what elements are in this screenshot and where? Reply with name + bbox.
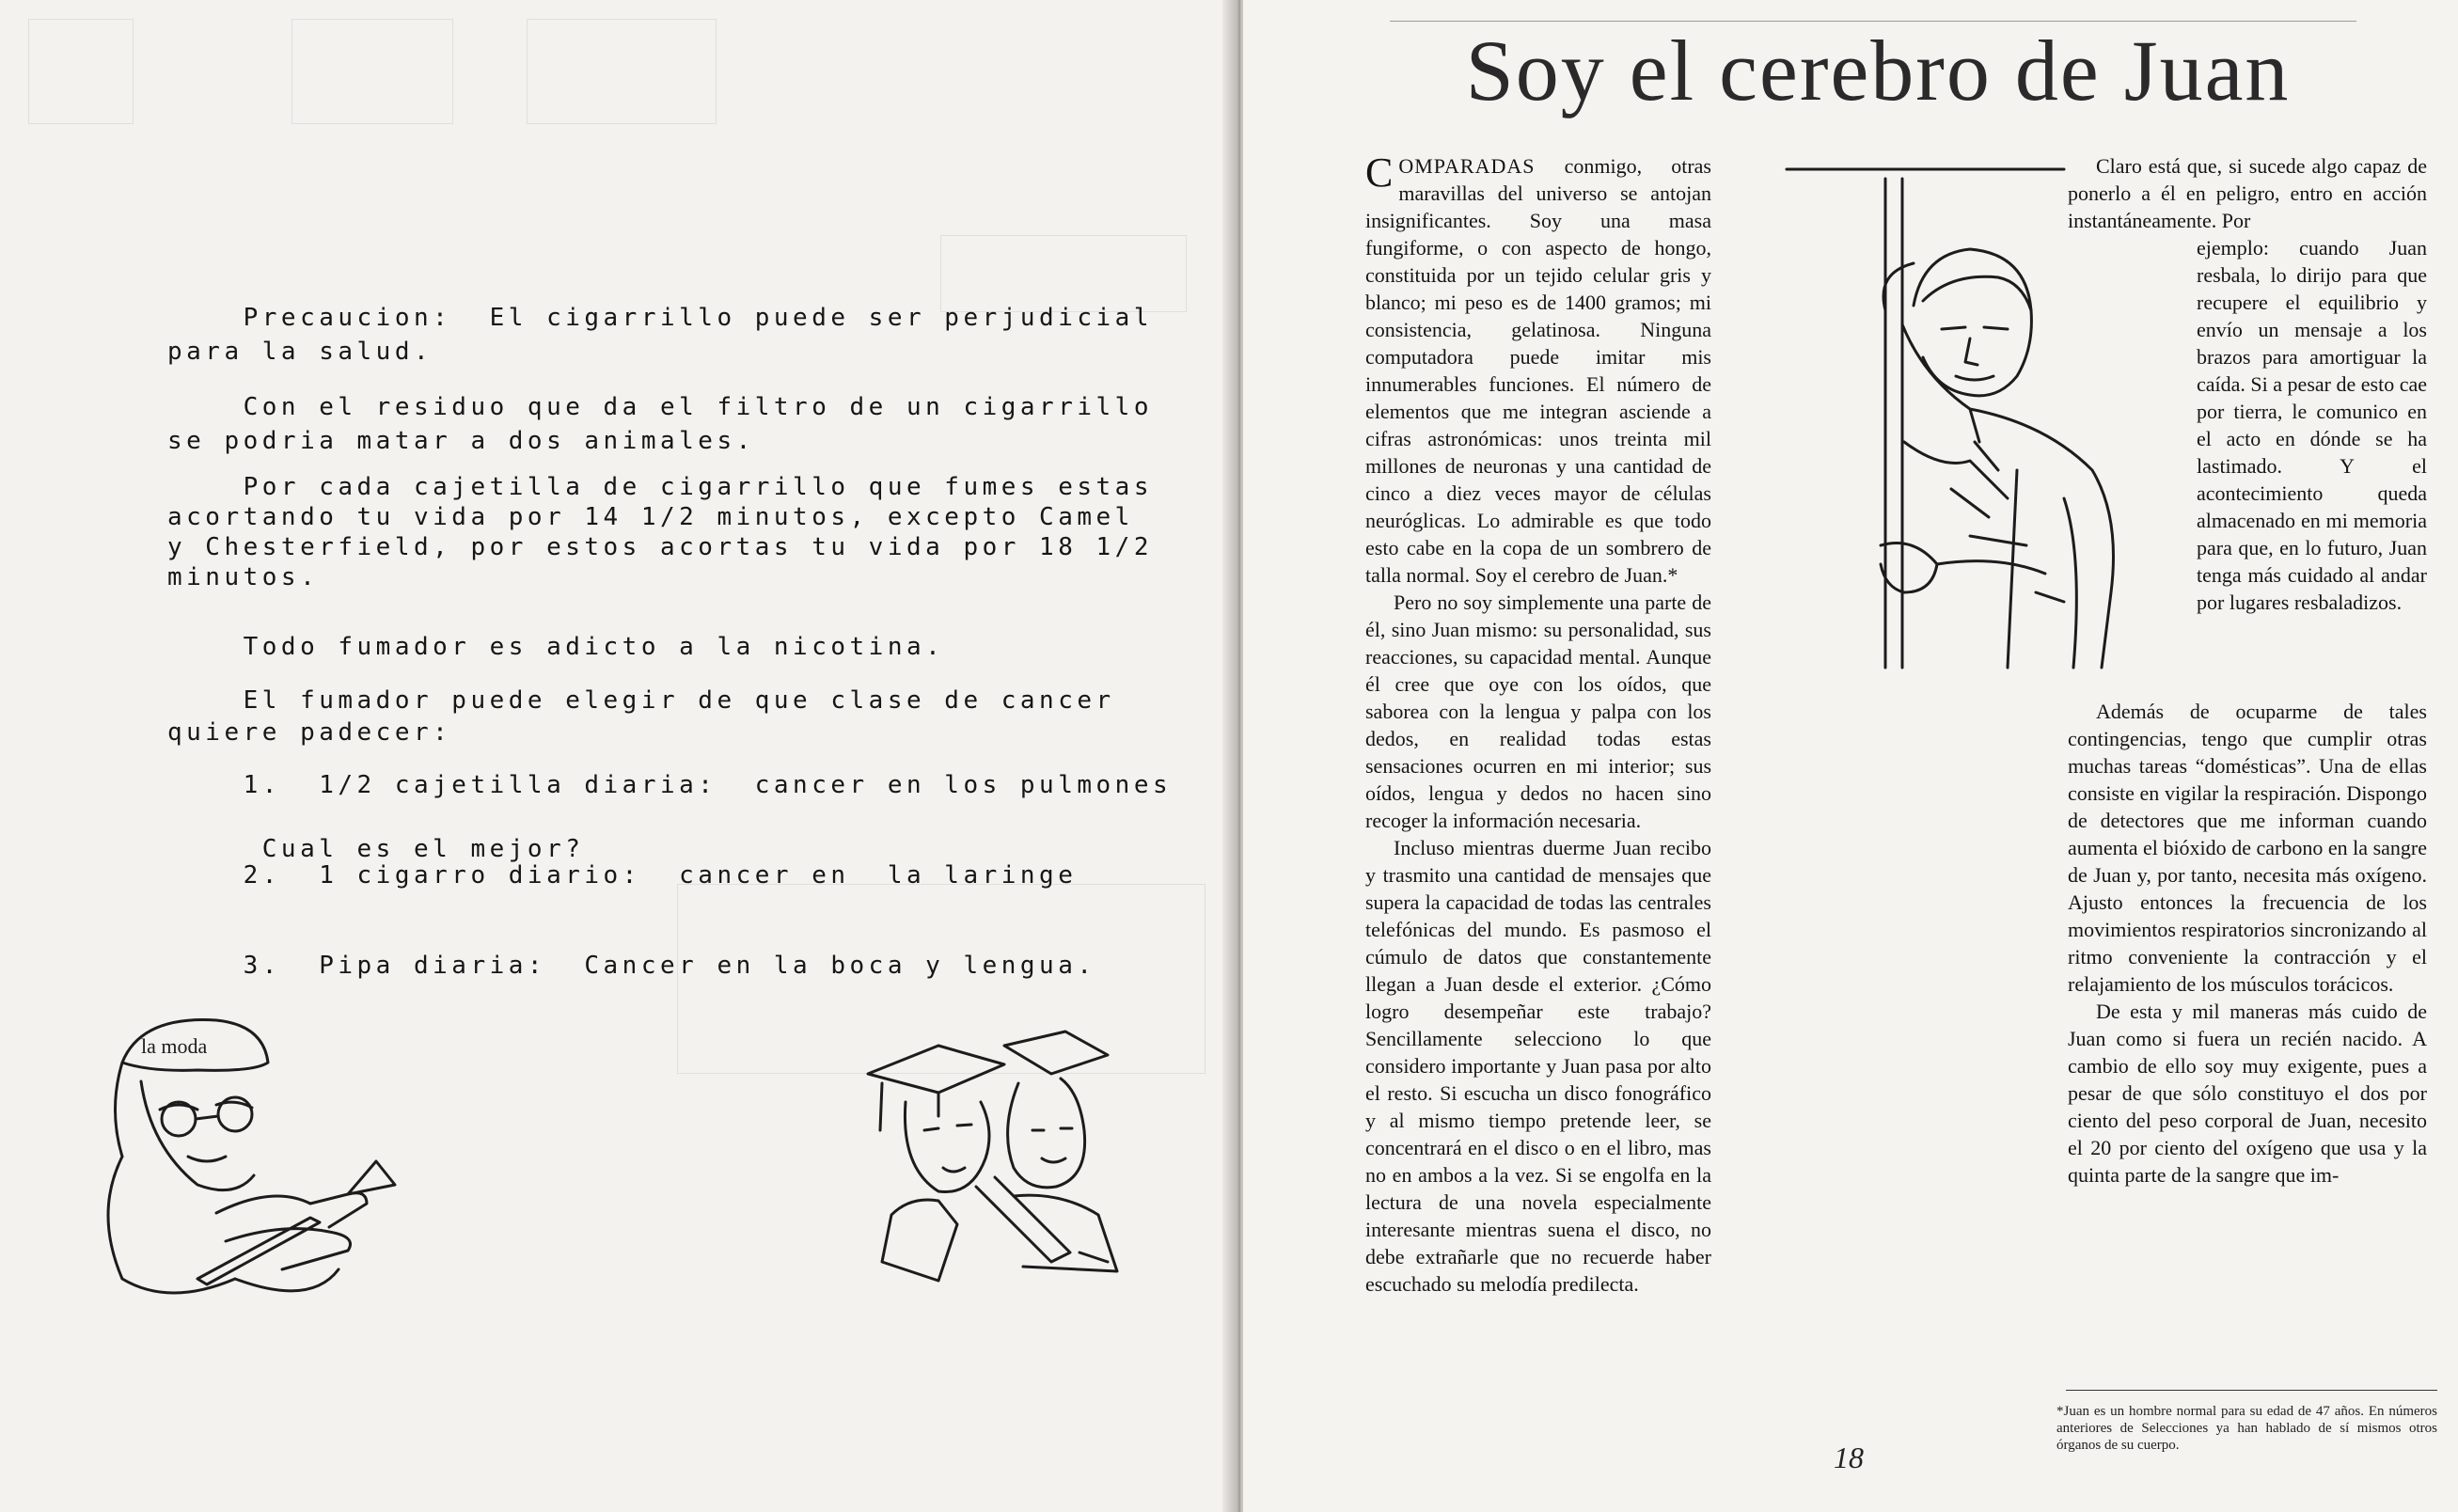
cancer-choice-paragraph: El fumador puede elegir de que clase de cancer quiere padecer: [167,686,1115,747]
closing-question: Cual es el mejor? [167,835,585,863]
filter-paragraph: Con el residuo que da el filtro de un cigarrillo se podria matar a dos animales. [167,393,1153,455]
column-2-paragraph-2: Además de ocuparme de tales contingencias, tengo que cumplir otras muchas tareas “domésticas”. Una de ellas consiste en vigilar la respiración. Dispongo de detectores que me informan cuando aumenta el bióxido de carbono en la sangre de Juan y, por tanto, necesita más oxígeno. Ajusto entonces la frecuencia de los movimientos respiratorios sincronizando al ritmo conveniente la contracción y el relajamiento de los músculos torácicos. [2068,700,2427,996]
man-leaning-illustration [1782,160,2196,696]
article-column-2-narrow [2197,234,2427,616]
column-2-paragraph-1b: ejemplo: cuando Juan resbala, lo dirijo para que recupere el equilibrio y envío un mensaje a los brazos para amortiguar la caída. Si a pesar de esto cae por tierra, le comunico en el acto en dónde se ha lastimado. Y el acontecimiento queda almacenado en mi memoria para que, en lo futuro, Juan tenga más cuidado al andar por lugares resbaladizos. [2197,236,2427,614]
column-1-paragraph-3: Incluso mientras duerme Juan recibo y trasmito una cantidad de mensajes que supera la capacidad de todas las centrales telefónicas del mundo. Es pasmoso el cúmulo de datos que constantemente llegan a Juan desde el exterior. ¿Cómo logro desempeñar este trabajo? Sencillamente selecciono lo que considero importante y Juan pasa por alto el resto. Si escucha un disco fonográfico y al mismo tiempo pretende leer, se concentrará en el disco o en el libro, mas no en ambos a la vez. Si se engolfa en la lectura de una novela especialmente interesante mientras suena el disco, no debe extrañarle que no recuerde haber escuchado su melodía predilecta. [1365,836,1711,1296]
graduates-illustration [863,1027,1164,1299]
pack-paragraph: Por cada cajetilla de cigarrillo que fumes estas acortando tu vida por 14 1/2 minutos, excepto Camel y Chesterfield, por estos acortas tu vida por 18 1/2 minutos. [167,473,1153,591]
article-column-2-bottom [2068,698,2427,1189]
footnote-rule [2066,1390,2437,1391]
column-1-paragraph-2: Pero no soy simplemente una parte de él, sino Juan mismo: su personalidad, sus reacciones, su capacidad mental. Aunque él cree que oye con los oídos, que saborea con la lengua y palpa con los dedos, en realidad todas estas sensaciones ocurren en mi interior; sus oídos, lengua y dedos no hacen sino recoger la información necesaria. [1365,591,1711,832]
smoker-illustration [85,997,498,1335]
column-1-paragraph-1: COMPARADAS conmigo, otras maravillas del universo se antojan insignificantes. Soy una masa fungiforme, o con aspecto de hongo, constituida por un tejido celular gris y blanco; mi peso es de 1400 gramos; mi consistencia, gelatinosa. Ninguna computadora puede imitar mis innumerables funciones. El número de elementos que me integran asciende a cifras astronómicas: unos treinta mil millones de neuronas y una cantidad de cinco a diez veces mayor de células neuróglicas. Lo admirable es que todo esto cabe en la copa de un sombrero de talla normal. Soy el cerebro de Juan.* [1365,150,1711,587]
article-title: Soy el cerebro de Juan [1465,23,2291,118]
list-item: 3. Pipa diaria: Cancer en la boca y lengua. [167,952,1096,980]
article-column-1 [1365,152,1711,1298]
page-number: 18 [1834,1441,1864,1474]
footnote: *Juan es un hombre normal para su edad de 47 años. En números anteriores de Selecciones ya han hablado de sí mismos otros órganos de su cuerpo. [2056,1404,2437,1453]
nicotine-paragraph: Todo fumador es adicto a la nicotina. [167,633,945,661]
list-item: 2. 1 cigarro diario: cancer en la laringe [167,861,1078,890]
list-item: 1. 1/2 cajetilla diaria: cancer en los pulmones [167,771,1173,799]
drop-cap: C [1365,150,1394,196]
cancer-list [167,710,1172,1041]
right-page [1243,0,2458,1512]
column-2-paragraph-1a: Claro está que, si sucede algo capaz de ponerlo a él en peligro, entro en acción instantáneamente. Por [2068,154,2427,232]
column-2-paragraph-3: De esta y mil maneras más cuido de Juan como si fuera un recién nacido. A cambio de ello soy muy exigente, pues a pesar de que sólo constituyo el dos por ciento del peso corporal de Juan, necesito el 20 por ciento del oxígeno que usa y la quinta parte de la sangre que im- [2068,1000,2427,1187]
warning-paragraph: Precaucion: El cigarrillo puede ser perjudicial para la salud. [167,304,1153,366]
cap-lettering: la moda [141,1034,208,1058]
